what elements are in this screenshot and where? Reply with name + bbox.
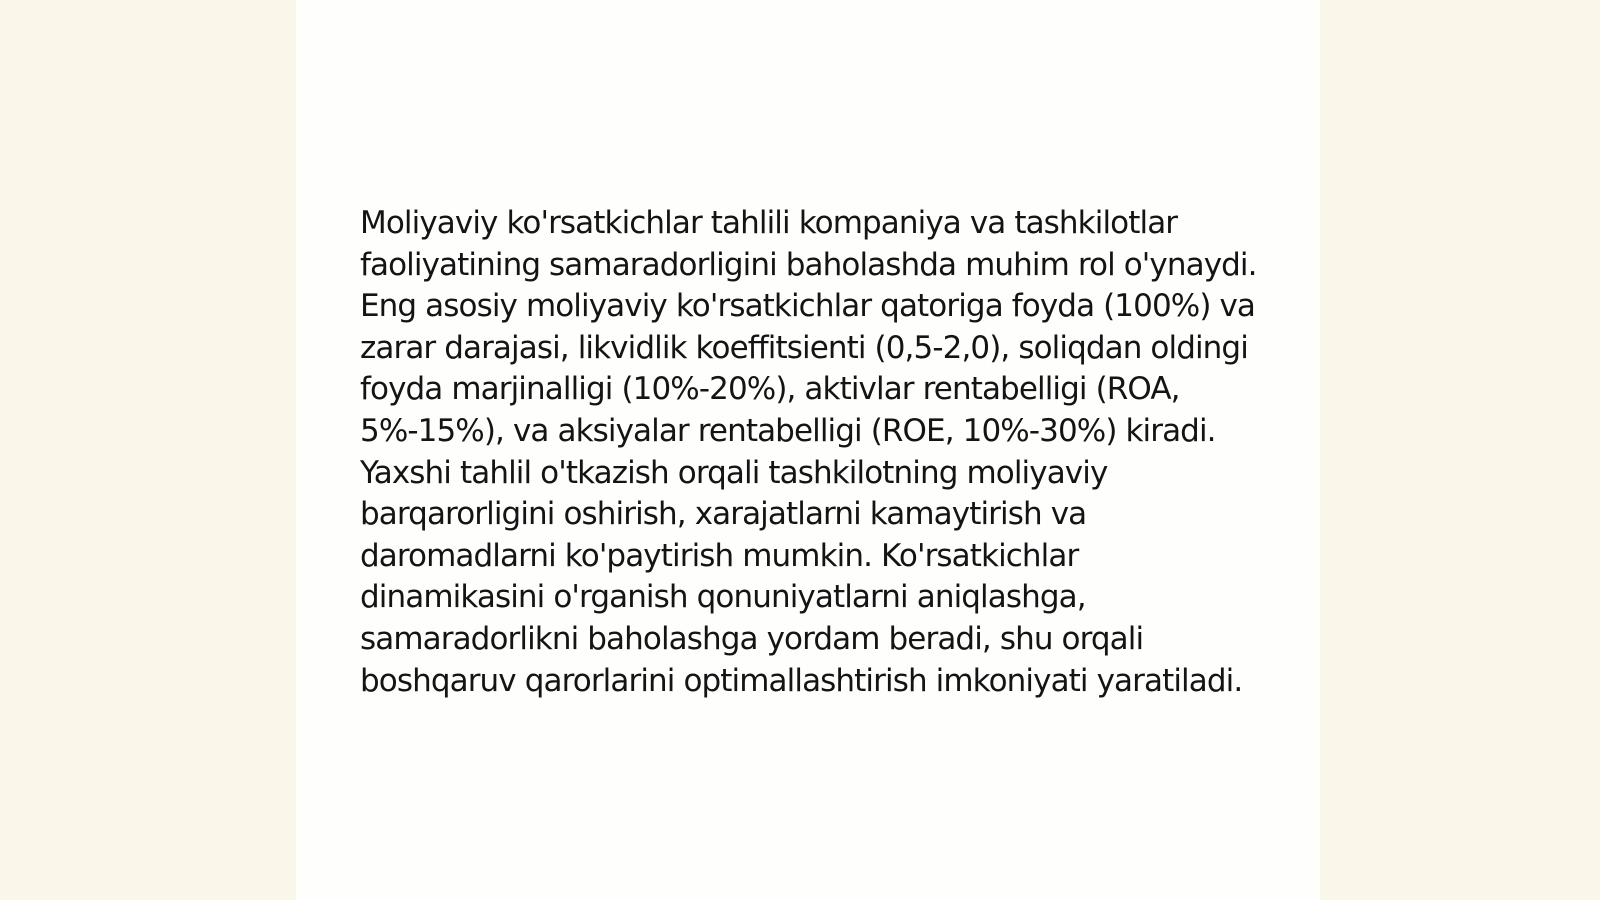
body-paragraph: Moliyaviy ko'rsatkichlar tahlili kompaniya va tashkilotlar faoliyatining samaradorligini baholashda muhim rol o'ynaydi. Eng asosiy moliyaviy ko'rsatkichlar qatoriga foyda (100%) va zarar darajasi, likvidlik koeffitsienti (0,5-2,0), soliqdan oldingi foyda marjinalligi (10%-20%), aktivlar rentabelligi (ROA, 5%-15%), va aksiyalar rentabelligi (ROE, 10%-30%) kiradi. Yaxshi tahlil o'tkazish orqali tashkilotning moliyaviy barqarorligini oshirish, xarajatlarni kamaytirish va daromadlarni ko'paytirish mumkin. Ko'rsatkichlar dinamikasini o'rganish qonuniyatlarni aniqlashga, samaradorlikni baholashga yordam beradi, shu orqali boshqaruv qarorlarini optimallashtirish imkoniyati yaratiladi.: [360, 205, 1257, 699]
document-page: [296, 0, 1320, 900]
